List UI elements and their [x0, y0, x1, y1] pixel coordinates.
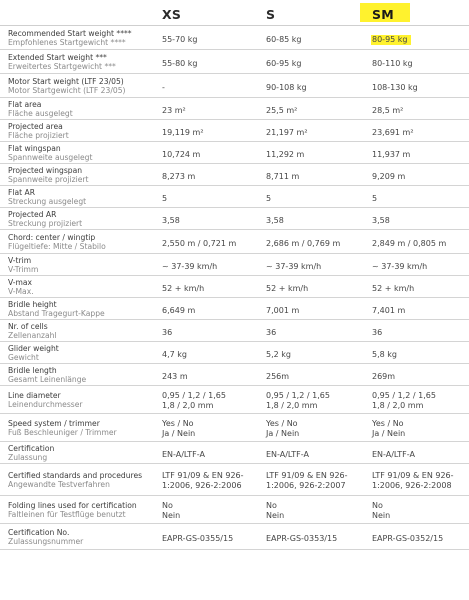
- value-text: -: [162, 83, 165, 92]
- value-text: EN-A/LTF-A: [266, 450, 309, 459]
- row-label: [8, 144, 92, 162]
- value-cell: [266, 59, 302, 69]
- row-label: [8, 122, 69, 140]
- table-row: [0, 496, 469, 524]
- value-cell: [372, 106, 403, 116]
- value-cell: [162, 284, 204, 294]
- value-text: 25,5 m²: [266, 106, 298, 115]
- value-cell: [266, 534, 337, 544]
- table-row: [0, 26, 469, 50]
- value-cell: [266, 216, 284, 226]
- value-text: 256m: [266, 372, 290, 381]
- value-text: 36: [162, 328, 173, 337]
- value-cell: [372, 59, 413, 69]
- value-cell: [266, 239, 340, 249]
- column-header-xs: XS: [162, 7, 182, 22]
- value-text-line2: Ja / Nein: [266, 428, 300, 438]
- row-label-de: Gewicht: [8, 353, 39, 362]
- value-text-line2: Nein: [372, 510, 391, 520]
- value-text: LTF 91/09 & EN 926-: [266, 471, 348, 480]
- value-text: No: [372, 501, 383, 510]
- value-cell: [162, 328, 172, 338]
- value-cell: [372, 534, 443, 544]
- value-cell: [266, 391, 330, 410]
- value-cell: [372, 471, 454, 490]
- value-text: No: [162, 501, 173, 510]
- row-label-en: Motor Start weight (LTF 23/05): [8, 77, 124, 86]
- value-text: 5,8 kg: [372, 350, 397, 359]
- table-row: [0, 442, 469, 464]
- value-text: EN-A/LTF-A: [162, 450, 205, 459]
- row-label-en: Speed system / trimmer: [8, 419, 100, 428]
- row-label-de: Gesamt Leinenlänge: [8, 375, 87, 384]
- row-label: [8, 77, 126, 95]
- value-cell: [162, 216, 180, 226]
- value-cell: [266, 306, 299, 316]
- row-label-de: Streckung ausgelegt: [8, 197, 87, 206]
- row-label: [8, 53, 116, 71]
- value-text: No: [266, 501, 277, 510]
- value-text: 3,58: [372, 216, 390, 225]
- row-label: [8, 528, 83, 546]
- value-cell: [372, 150, 410, 160]
- row-label: [8, 322, 57, 340]
- value-cell: [266, 172, 299, 182]
- value-cell: [162, 534, 233, 544]
- value-text: 5: [162, 194, 168, 203]
- table-row: [0, 186, 469, 208]
- value-cell: [162, 391, 226, 410]
- row-label-en: Bridle length: [8, 366, 57, 375]
- value-cell: [372, 372, 395, 382]
- value-text: EAPR-GS-0353/15: [266, 534, 338, 543]
- value-text: 80-110 kg: [372, 59, 413, 68]
- value-text: 5: [266, 194, 272, 203]
- row-label-en: Chord: center / wingtip: [8, 233, 96, 242]
- spec-table: [0, 26, 469, 550]
- row-label-de: Spannweite projiziert: [8, 175, 89, 184]
- table-row: [0, 414, 469, 442]
- value-cell: [266, 419, 299, 438]
- value-text: Yes / No: [266, 419, 298, 428]
- value-cell: [162, 450, 205, 460]
- row-label-en: Flat area: [8, 100, 42, 109]
- column-header-sm: SM: [372, 7, 394, 22]
- row-label-de: Zellenanzahl: [8, 331, 57, 340]
- value-text: 36: [372, 328, 383, 337]
- value-text: 23 m²: [162, 106, 186, 115]
- value-cell: [372, 83, 418, 93]
- table-row: [0, 230, 469, 254]
- value-cell: [162, 239, 236, 249]
- value-text: 8,711 m: [266, 172, 300, 181]
- row-label-en: V-trim: [8, 256, 32, 265]
- value-text: ~ 37-39 km/h: [266, 262, 322, 271]
- row-label: [8, 501, 137, 519]
- value-text: EAPR-GS-0355/15: [162, 534, 234, 543]
- value-text: 243 m: [162, 372, 188, 381]
- value-cell: [372, 35, 411, 45]
- value-text: 7,001 m: [266, 306, 300, 315]
- value-text: 52 + km/h: [162, 284, 205, 293]
- row-label: [8, 278, 34, 296]
- value-text-line2: Nein: [266, 510, 285, 520]
- value-text: 52 + km/h: [372, 284, 415, 293]
- table-row: [0, 276, 469, 298]
- row-label-de: Spannweite ausgelegt: [8, 153, 93, 162]
- row-label-de: Zulassung: [8, 453, 48, 462]
- value-text: LTF 91/09 & EN 926-: [162, 471, 244, 480]
- row-label: [8, 444, 54, 462]
- value-text: 3,58: [266, 216, 284, 225]
- row-label-en: Projected wingspan: [8, 166, 83, 175]
- row-label: [8, 188, 86, 206]
- value-text-line2: 1:2006, 926-2:2008: [372, 480, 452, 490]
- value-text: 9,209 m: [372, 172, 406, 181]
- row-label-en: Nr. of cells: [8, 322, 48, 331]
- row-label-en: Bridle height: [8, 300, 57, 309]
- value-cell: [372, 419, 405, 438]
- row-label-de: Fuß Beschleuniger / Trimmer: [8, 428, 117, 437]
- value-cell: [266, 501, 284, 520]
- value-cell: [266, 262, 321, 272]
- value-cell: [162, 471, 244, 490]
- value-text: 0,95 / 1,2 / 1,65: [372, 391, 436, 400]
- row-label-de: Empfohlenes Startgewicht ****: [8, 38, 126, 47]
- value-text-line2: 1,8 / 2,0 mm: [162, 400, 214, 410]
- value-cell: [266, 328, 276, 338]
- row-label-en: Extended Start weight ***: [8, 53, 107, 62]
- value-text: ~ 37-39 km/h: [372, 262, 428, 271]
- row-label-en: Projected area: [8, 122, 63, 131]
- row-label-en: Certification No.: [8, 528, 70, 537]
- row-label-de: Abstand Tragegurt-Kappe: [8, 309, 105, 318]
- row-label: [8, 100, 73, 118]
- value-cell: [162, 194, 167, 204]
- value-text: 5,2 kg: [266, 350, 291, 359]
- value-text: 21,197 m²: [266, 128, 308, 137]
- row-label: [8, 210, 82, 228]
- row-label: [8, 300, 105, 318]
- value-cell: [372, 262, 427, 272]
- value-text: Yes / No: [162, 419, 194, 428]
- value-text: 8,273 m: [162, 172, 196, 181]
- value-text: 55-70 kg: [162, 35, 198, 44]
- row-label: [8, 391, 83, 409]
- value-text: 0,95 / 1,2 / 1,65: [266, 391, 330, 400]
- value-text: 11,937 m: [372, 150, 411, 159]
- value-cell: [372, 391, 436, 410]
- value-text: 19,119 m²: [162, 128, 204, 137]
- row-label: [8, 366, 86, 384]
- value-text: 108-130 kg: [372, 83, 418, 92]
- row-label-de: Angewandte Testverfahren: [8, 480, 110, 489]
- value-text: 36: [266, 328, 277, 337]
- row-label-de: Erweitertes Startgewicht ***: [8, 62, 116, 71]
- value-cell: [266, 128, 308, 138]
- row-label-de: Streckung projiziert: [8, 219, 83, 228]
- value-text: 80-95 kg: [371, 35, 411, 45]
- value-cell: [162, 128, 204, 138]
- value-text: 60-85 kg: [266, 35, 302, 44]
- row-label-de: Fläche projiziert: [8, 131, 69, 140]
- value-cell: [266, 284, 308, 294]
- value-cell: [372, 501, 390, 520]
- row-label: [8, 233, 106, 251]
- value-cell: [266, 350, 291, 360]
- value-cell: [266, 194, 271, 204]
- table-row: [0, 524, 469, 550]
- value-text: 4,7 kg: [162, 350, 187, 359]
- table-row: [0, 298, 469, 320]
- row-label: [8, 471, 142, 489]
- value-cell: [266, 450, 309, 460]
- row-label-de: Zulassungsnummer: [8, 537, 84, 546]
- value-cell: [372, 239, 446, 249]
- value-text: 5: [372, 194, 378, 203]
- row-label: [8, 344, 59, 362]
- column-header-row: [0, 0, 469, 26]
- value-text: LTF 91/09 & EN 926-: [372, 471, 454, 480]
- row-label: [8, 29, 132, 47]
- row-label-de: V-Trimm: [8, 265, 39, 274]
- row-label-en: Flat wingspan: [8, 144, 61, 153]
- value-cell: [372, 216, 390, 226]
- value-cell: [372, 284, 414, 294]
- value-cell: [162, 35, 198, 45]
- row-label-en: Glider weight: [8, 344, 59, 353]
- value-cell: [266, 471, 348, 490]
- value-text: 269m: [372, 372, 396, 381]
- value-cell: [162, 419, 195, 438]
- value-cell: [372, 194, 377, 204]
- value-text-line2: 1:2006, 926-2:2007: [266, 480, 346, 490]
- value-cell: [372, 128, 414, 138]
- row-label-de: V-Max.: [8, 287, 34, 296]
- table-row: [0, 120, 469, 142]
- table-row: [0, 320, 469, 342]
- row-label-en: Recommended Start weight ****: [8, 29, 132, 38]
- table-row: [0, 98, 469, 120]
- row-label-en: Folding lines used for certification: [8, 501, 137, 510]
- table-row: [0, 164, 469, 186]
- value-text-line2: Ja / Nein: [372, 428, 406, 438]
- value-text: 3,58: [162, 216, 180, 225]
- value-text: 55-80 kg: [162, 59, 198, 68]
- value-text-line2: Ja / Nein: [162, 428, 196, 438]
- value-cell: [372, 350, 397, 360]
- value-text-line2: 1,8 / 2,0 mm: [372, 400, 424, 410]
- value-text: ~ 37-39 km/h: [162, 262, 218, 271]
- value-cell: [372, 306, 405, 316]
- value-text: EN-A/LTF-A: [372, 450, 415, 459]
- value-cell: [372, 172, 405, 182]
- table-row: [0, 142, 469, 164]
- table-row: [0, 50, 469, 74]
- value-text: EAPR-GS-0352/15: [372, 534, 444, 543]
- row-label-de: Faltleinen für Testflüge benutzt: [8, 510, 126, 519]
- value-cell: [162, 106, 186, 116]
- row-label-de: Motor Startgewicht (LTF 23/05): [8, 86, 126, 95]
- value-cell: [162, 306, 195, 316]
- row-label-en: Certified standards and procedures: [8, 471, 143, 480]
- row-label: [8, 419, 117, 437]
- table-row: [0, 342, 469, 364]
- value-cell: [372, 450, 415, 460]
- row-label-de: Fläche ausgelegt: [8, 109, 73, 118]
- value-text-line2: 1:2006, 926-2:2006: [162, 480, 242, 490]
- value-text: 2,686 m / 0,769 m: [266, 239, 341, 248]
- value-text: 28,5 m²: [372, 106, 404, 115]
- row-label-en: Projected AR: [8, 210, 57, 219]
- value-text: 7,401 m: [372, 306, 406, 315]
- value-cell: [162, 501, 180, 520]
- value-cell: [162, 150, 200, 160]
- value-text: 2,849 m / 0,805 m: [372, 239, 447, 248]
- table-row: [0, 364, 469, 386]
- value-cell: [372, 328, 382, 338]
- table-row: [0, 386, 469, 414]
- row-label: [8, 256, 38, 274]
- value-text: Yes / No: [372, 419, 404, 428]
- column-header-s: S: [266, 7, 276, 22]
- value-text: 6,649 m: [162, 306, 196, 315]
- row-label: [8, 166, 88, 184]
- value-cell: [266, 372, 289, 382]
- value-text: 52 + km/h: [266, 284, 309, 293]
- value-cell: [266, 150, 304, 160]
- value-cell: [162, 262, 217, 272]
- table-row: [0, 208, 469, 230]
- value-text: 2,550 m / 0,721 m: [162, 239, 237, 248]
- value-text: 90-108 kg: [266, 83, 307, 92]
- value-cell: [266, 83, 307, 93]
- value-cell: [266, 35, 302, 45]
- value-text-line2: 1,8 / 2,0 mm: [266, 400, 318, 410]
- value-text: 0,95 / 1,2 / 1,65: [162, 391, 226, 400]
- value-text-line2: Nein: [162, 510, 181, 520]
- value-text: 11,292 m: [266, 150, 305, 159]
- value-cell: [162, 83, 165, 93]
- value-cell: [162, 372, 188, 382]
- table-row: [0, 464, 469, 496]
- row-label-de: Leinendurchmesser: [8, 400, 83, 409]
- value-text: 60-95 kg: [266, 59, 302, 68]
- value-cell: [266, 106, 297, 116]
- value-text: 10,724 m: [162, 150, 201, 159]
- value-cell: [162, 59, 198, 69]
- row-label-en: V-max: [8, 278, 33, 287]
- value-cell: [162, 172, 195, 182]
- table-row: [0, 254, 469, 276]
- row-label-en: Line diameter: [8, 391, 61, 400]
- table-row: [0, 74, 469, 98]
- row-label-de: Flügeltiefe: Mitte / Stabilo: [8, 242, 106, 251]
- value-cell: [162, 350, 187, 360]
- row-label-en: Flat AR: [8, 188, 35, 197]
- row-label-en: Certification: [8, 444, 55, 453]
- value-text: 23,691 m²: [372, 128, 414, 137]
